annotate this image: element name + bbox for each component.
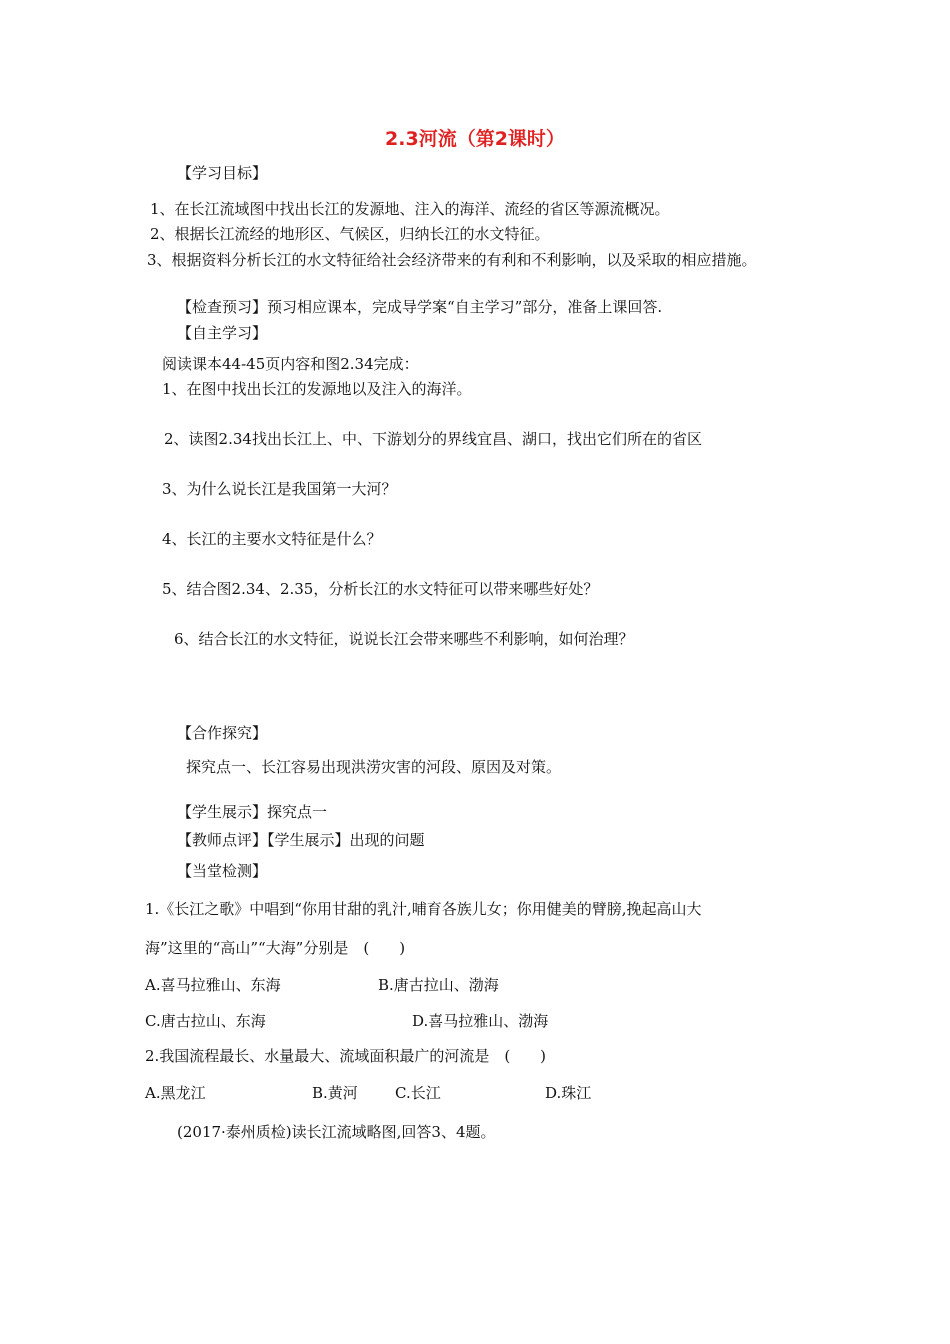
question-1-line-1: 1.《长江之歌》中唱到“你用甘甜的乳汁,哺育各族儿女；你用健美的臂膀,挽起高山大 (145, 900, 702, 918)
cooperation-point: 探究点一、长江容易出现洪涝灾害的河段、原因及对策。 (186, 758, 562, 776)
test-heading: 【当堂检测】 (177, 862, 268, 880)
question-2-option-c: C.长江 (395, 1084, 441, 1102)
question-2-option-d: D.珠江 (545, 1084, 592, 1102)
question-1-option-b: B.唐古拉山、渤海 (378, 976, 499, 994)
self-study-question: 3、为什么说长江是我国第一大河？ (162, 480, 397, 498)
question-2-option-a: A.黑龙江 (145, 1084, 206, 1102)
question-2: 2.我国流程最长、水量最大、流域面积最广的河流是 ( ) (145, 1047, 547, 1065)
preview-text: 【检查预习】预习相应课本，完成导学案“自主学习”部分，准备上课回答. (177, 298, 663, 316)
self-study-question: 5、结合图2.34、2.35，分析长江的水文特征可以带来哪些好处？ (162, 580, 599, 598)
self-study-intro: 阅读课本44-45页内容和图2.34完成： (162, 355, 419, 373)
question-2-option-b: B.黄河 (312, 1084, 358, 1102)
cooperation-heading: 【合作探究】 (177, 724, 268, 742)
self-study-question: 4、长江的主要水文特征是什么？ (162, 530, 382, 548)
objective-item: 3、根据资料分析长江的水文特征给社会经济带来的有利和不利影响，以及采取的相应措施。 (147, 251, 757, 269)
questions-3-4-intro: (2017·泰州质检)读长江流域略图,回答3、4题。 (177, 1123, 496, 1141)
objective-item: 2、根据长江流经的地形区、气候区，归纳长江的水文特征。 (150, 225, 550, 243)
objectives-heading: 【学习目标】 (177, 164, 268, 182)
question-1-option-c: C.唐古拉山、东海 (145, 1012, 266, 1030)
self-study-heading: 【自主学习】 (177, 324, 268, 342)
teacher-comment: 【教师点评】【学生展示】出现的问题 (177, 831, 425, 849)
objective-item: 1、在长江流域图中找出长江的发源地、注入的海洋、流经的省区等源流概况。 (150, 200, 670, 218)
student-show: 【学生展示】探究点一 (177, 803, 328, 821)
self-study-question: 2、读图2.34找出长江上、中、下游划分的界线宜昌、湖口，找出它们所在的省区 (164, 430, 702, 448)
question-1-option-d: D.喜马拉雅山、渤海 (412, 1012, 549, 1030)
question-1-line-2: 海”这里的“高山”“大海”分别是 ( ) (145, 939, 406, 957)
question-1-option-a: A.喜马拉雅山、东海 (145, 976, 281, 994)
self-study-question: 1、在图中找出长江的发源地以及注入的海洋。 (162, 380, 472, 398)
self-study-question: 6、结合长江的水文特征，说说长江会带来哪些不利影响，如何治理？ (174, 630, 634, 648)
page-title: 2.3河流（第2课时） (385, 128, 565, 150)
